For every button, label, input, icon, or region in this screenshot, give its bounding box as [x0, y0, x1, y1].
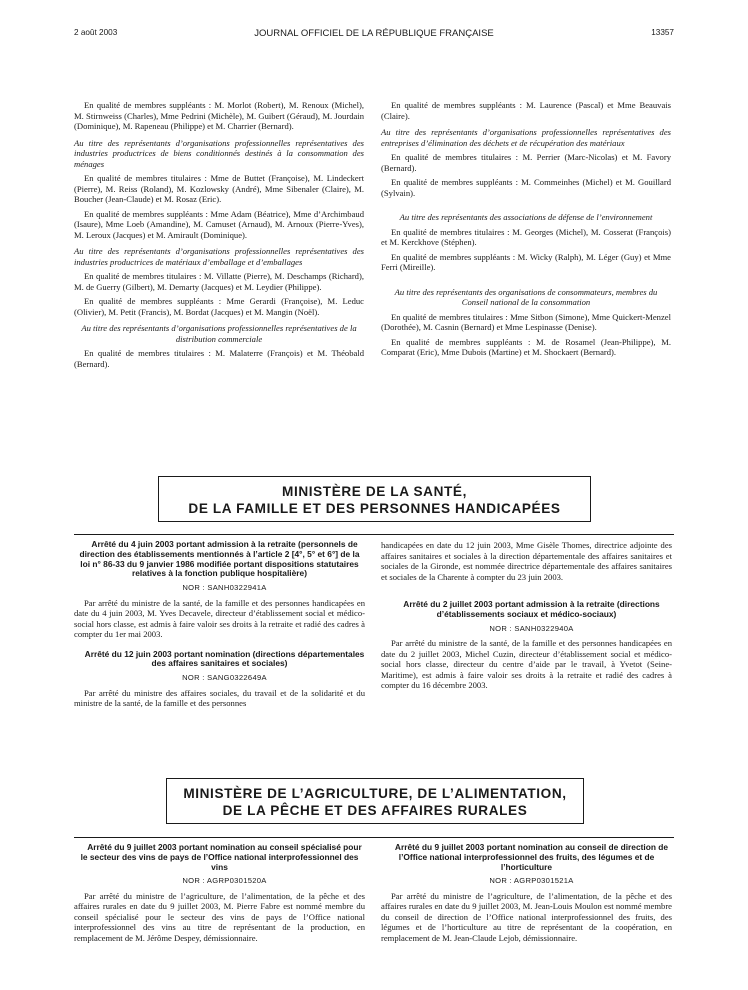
header-journal-title: JOURNAL OFFICIEL DE LA RÉPUBLIQUE FRANÇAISE [254, 28, 494, 39]
section-heading: Au titre des représentants d’organisations professionnelles représentatives des industries productrices de biens conditionnés destinés à la consommation des ménages [74, 137, 364, 169]
paragraph: En qualité de membres suppléants : M. Commeinhes (Michel) et M. Gouillard (Sylvain). [381, 177, 671, 198]
paragraph: En qualité de membres titulaires : Mme Sitbon (Simone), Mme Quickert-Menzel (Dorothée), M. Casnin (Bernard) et Mme Lespinasse (Denise). [381, 311, 671, 332]
ministry-heading-sante [158, 476, 591, 522]
section-heading: Au titre des représentants des organisations de consommateurs, membres du Conseil national de la consommation [394, 286, 658, 307]
decree-body: handicapées en date du 12 juin 2003, Mme Gisèle Thomes, directrice adjointe des affaires sanitaires et sociales à la direction départementale des affaires sanitaires et sociales de la Gironde, est nommée directrice départementale des affaires sanitaires et sociales de la Charente à compter du 23 juin 2003. [381, 540, 672, 582]
paragraph: En qualité de membres suppléants : Mme Adam (Béatrice), Mme d’Archimbaud (Isaure), Mme Loeb (Amandine), M. Camuset (Arnaud), M. Arnoux (Pierre-Yves), M. Leroux (Jacques) et M. Amirault (Dominique). [74, 208, 364, 240]
ministry-heading-line: MINISTÈRE DE L’AGRICULTURE, DE L’ALIMENTATION, [183, 786, 567, 801]
nor-reference: NOR : AGRP0301521A [489, 876, 574, 886]
nor-reference: NOR : SANG0322649A [182, 673, 267, 683]
sante-right-column [381, 540, 672, 695]
decree-body: Par arrêté du ministre de l’agriculture, de l’alimentation, de la pêche et des affaires rurales en date du 9 juillet 2003, M. Jean-Louis Moulon est nommé membre du conseil de direction de l’Office national interprofessionnel des fruits, des légumes et de l’horticulture au titre de représentant de la coopération, en remplacement de M. Jean-Claude Lejob, démissionnaire. [381, 890, 672, 943]
nor-reference: NOR : SANH0322941A [182, 583, 267, 593]
decree-body: Par arrêté du ministre des affaires sociales, du travail et de la solidarité et du ministre de la santé, de la famille et des personnes [74, 687, 365, 709]
decree-body: Par arrêté du ministre de la santé, de la famille et des personnes handicapées en date du 2 juillet 2003, Michel Cuzin, directeur d’établissement social et médico-social hors classe, directeur du centre d’aide par le travail, à Yvetot (Seine-Maritime), est admis à faire valoir ses droits à la retraite et radié des cadres à compter du 16 décembre 2003. [381, 638, 672, 691]
section-heading: Au titre des représentants d’organisations professionnelles représentatives de la distribution commerciale [81, 323, 357, 344]
decree-body: Par arrêté du ministre de l’agriculture, de l’alimentation, de la pêche et des affaires rurales en date du 9 juillet 2003, M. Pierre Fabre est nommé membre du conseil spécialisé pour le secteur des vins de pays de l’Office national interprofessionnel des vins au titre de représentant de la production, en remplacement de M. Jérôme Despey, démissionnaire. [74, 890, 365, 943]
section-heading: Au titre des représentants d’organisations professionnelles représentatives des entreprises d’élimination des déchets et de récupération des matériaux [381, 127, 671, 148]
paragraph: En qualité de membres titulaires : Mme de Buttet (Françoise), M. Lindeckert (Pierre), M. Reiss (Roland), M. Kozlowsky (André), Mme Sibenaler (Claire), M. Boucher (Jean-Claude) et M. Rosaz (Eric). [74, 173, 364, 204]
paragraph: En qualité de membres suppléants : M. de Rosamel (Jean-Philippe), M. Comparat (Eric), Mme Dubois (Martine) et M. Shockaert (Bernard). [381, 336, 671, 357]
header-date: 2 août 2003 [74, 28, 118, 37]
section-divider [74, 837, 674, 838]
paragraph: En qualité de membres titulaires : M. Villatte (Pierre), M. Deschamps (Richard), M. de Guerry (Gilbert), M. Demarty (Jacques) et M. Leydier (Philippe). [74, 271, 364, 292]
header-page-number: 13357 [651, 28, 674, 37]
decree-title: Arrêté du 9 juillet 2003 portant nomination au conseil de direction de l’Office national interprofessionnel des fruits, des légumes et de l’horticulture [394, 842, 669, 872]
paragraph: En qualité de membres titulaires : M. Malaterre (François) et M. Théobald (Bernard). [74, 348, 364, 369]
sante-left-column [74, 540, 365, 713]
decree-title: Arrêté du 2 juillet 2003 portant admission à la retraite (directions d’établissements sociaux et médico-sociaux) [403, 599, 660, 619]
paragraph: En qualité de membres suppléants : M. Morlot (Robert), M. Renoux (Michel), M. Stirnweiss (Charles), Mme Pedrini (Michèle), M. Guibert (Géraud), M. Jourdain (Dominique), M. Rapeneau (Philippe) et M. Charrier (Bernard). [74, 100, 364, 131]
paragraph: En qualité de membres suppléants : Mme Gerardi (Françoise), M. Leduc (Olivier), M. Petit (Francis), M. Bordat (Jacques) et M. Mangin (Noël). [74, 296, 364, 317]
section-heading: Au titre des représentants d’organisations professionnelles représentatives des industries productrices de matériaux d’emballage et d’emballages [74, 246, 364, 267]
top-right-column [381, 100, 671, 362]
paragraph: En qualité de membres suppléants : M. Laurence (Pascal) et Mme Beauvais (Claire). [381, 100, 671, 121]
paragraph: En qualité de membres titulaires : M. Georges (Michel), M. Cosserat (François) et M. Kerckhove (Stéphen). [381, 226, 671, 247]
decree-title: Arrêté du 9 juillet 2003 portant nomination au conseil spécialisé pour le secteur des vins de pays de l’Office national interprofessionnel des vins [80, 842, 362, 872]
top-left-column [74, 100, 364, 373]
decree-body: Par arrêté du ministre de la santé, de la famille et des personnes handicapées en date du 4 juin 2003, M. Yves Decavele, directeur d’établissement social et médico-social hors classe, est admis à faire valoir ses droits à la retraite et radié des cadres à compter du 1er mai 2003. [74, 597, 365, 640]
ministry-heading-agriculture [166, 778, 584, 824]
agriculture-right-column [381, 843, 672, 947]
ministry-heading-line: DE LA PÊCHE ET DES AFFAIRES RURALES [222, 803, 528, 818]
section-divider [74, 534, 674, 535]
decree-title: Arrêté du 4 juin 2003 portant admission à la retraite (personnels de direction des établissements mentionnés à l’article 2 [4°, 5° et 6°] de la loi n° 86-33 du 9 janvier 1986 modifiée portant dispositions statutaires relatives à la fonction publique hospitalière) [79, 539, 360, 579]
decree-title: Arrêté du 12 juin 2003 portant nomination (directions départementales des affaires sanitaires et sociales) [84, 648, 365, 669]
nor-reference: NOR : AGRP0301520A [182, 876, 267, 886]
paragraph: En qualité de membres suppléants : M. Wicky (Ralph), M. Léger (Guy) et Mme Ferri (Mireille). [381, 251, 671, 272]
nor-reference: NOR : SANH0322940A [489, 623, 574, 633]
ministry-heading-line: DE LA FAMILLE ET DES PERSONNES HANDICAPÉES [188, 501, 561, 516]
agriculture-left-column [74, 843, 365, 947]
section-heading: Au titre des représentants des associations de défense de l’environnement [399, 212, 653, 222]
paragraph: En qualité de membres titulaires : M. Perrier (Marc-Nicolas) et M. Favory (Bernard). [381, 152, 671, 173]
ministry-heading-line: MINISTÈRE DE LA SANTÉ, [282, 484, 467, 499]
page-header [74, 28, 674, 42]
